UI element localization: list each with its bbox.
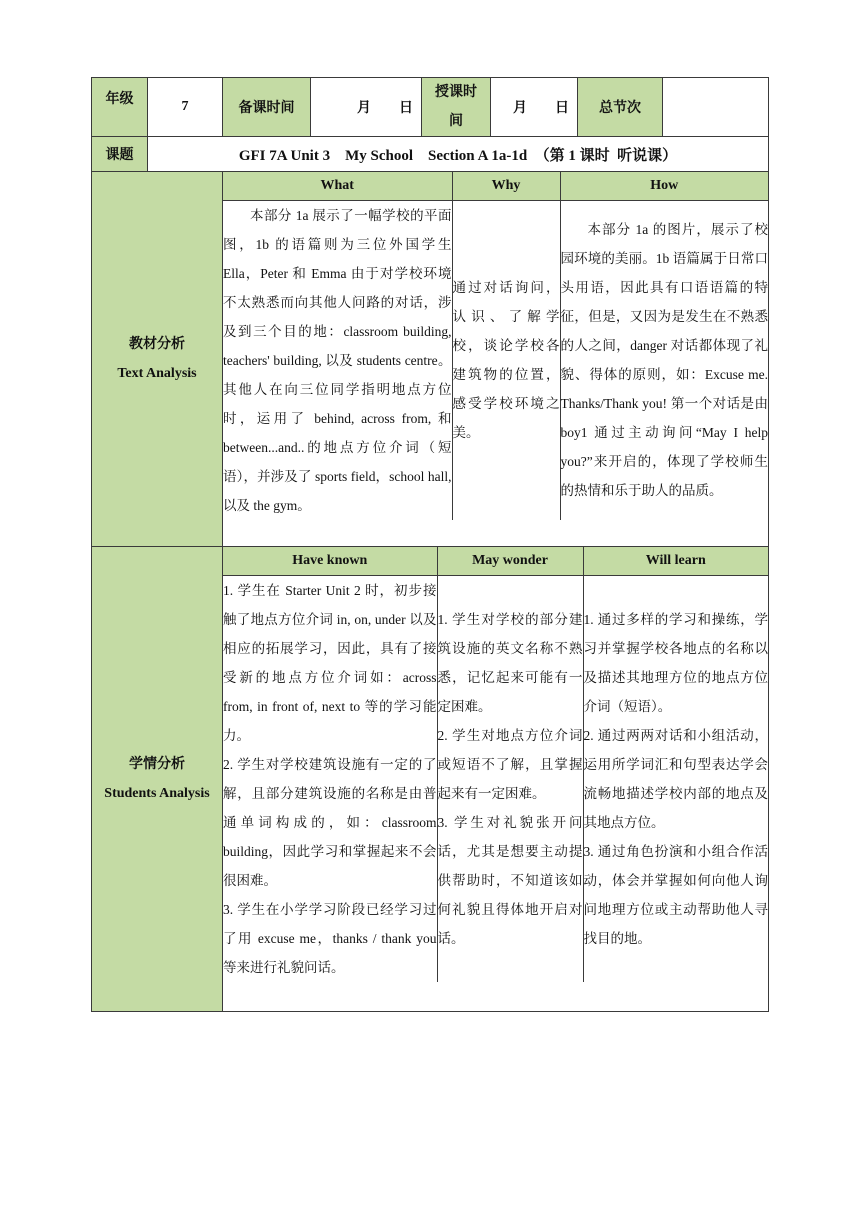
students-analysis-label <box>92 547 223 1012</box>
list-item: 1. 通过多样的学习和操练，学习并掌握学校各地点的名称以及描述其地理方位的地点方位介词（短语）。 <box>583 611 768 714</box>
grade-value: 7 <box>148 78 223 137</box>
list-item: 2. 通过两两对话和小组活动，运用所学词汇和句型表达学会流畅地描述学校内部的地点及其地点方位。 <box>583 727 768 830</box>
prep-time-label: 备课时间 <box>223 78 311 137</box>
teach-time-value: 月 日 <box>491 78 578 137</box>
students-analysis-label-cn: 学情分析 <box>129 757 185 772</box>
students-analysis-row <box>92 547 769 1012</box>
topic-value: GFI 7A Unit 3 My School Section A 1a-1d （第 1 课时 听说课） <box>148 137 769 172</box>
students-analysis-label-en: Students Analysis <box>104 786 210 801</box>
total-sessions-label: 总节次 <box>578 78 663 137</box>
lesson-plan-table <box>91 77 769 1012</box>
text-analysis-label-cn: 教材分析 <box>129 337 185 352</box>
what-text: 本部分 1a 展示了一幅学校的平面图，1b 的语篇则为三位外国学生 Ella，Peter 和 Emma 由于对学校环境不太熟悉而向其他人问路的对话，涉及到三个目的地：classroom building, teachers' building, 以及 students centre。其他人在向三位同学指明地点方位时，运用了 behind, across from, 和 between...and..的地点方位介词（短语），并涉及了 sports field，school hall, 以及 the gym。 <box>223 200 452 520</box>
have-known-list <box>223 575 437 982</box>
list-item: 2. 学生对地点方位介词或短语不了解，且掌握起来有一定困难。 <box>437 727 583 801</box>
text-analysis-grid <box>223 172 768 520</box>
header-row <box>92 78 769 137</box>
column-header-will-learn: Will learn <box>583 547 768 575</box>
column-header-what: What <box>223 172 452 200</box>
text-analysis-content <box>223 172 769 547</box>
students-analysis-grid <box>223 547 768 982</box>
list-item: 3. 通过角色扮演和小组合作活动，体会并掌握如何向他人询问地理方位或主动帮助他人寻找目的地。 <box>583 843 768 946</box>
text-analysis-row <box>92 172 769 547</box>
teach-time-label: 授课时间 <box>422 78 491 137</box>
why-text: 通过对话询问，认识、了解学校，谈论学校各建筑物的位置，感受学校环境之美。 <box>452 200 560 520</box>
column-header-may-wonder: May wonder <box>437 547 583 575</box>
column-header-why: Why <box>452 172 560 200</box>
list-item: 1. 学生对学校的部分建筑设施的英文名称不熟悉，记忆起来可能有一定困难。 <box>437 611 583 714</box>
topic-row <box>92 137 769 172</box>
topic-label: 课题 <box>92 137 148 172</box>
students-analysis-content <box>223 547 769 1012</box>
will-learn-list <box>583 575 768 982</box>
text-analysis-label-en: Text Analysis <box>117 366 197 381</box>
column-header-have-known: Have known <box>223 547 437 575</box>
list-item: 1. 学生在 Starter Unit 2 时，初步接触了地点方位介词 in, on, under 以及相应的拓展学习，因此，具有了接受新的地点方位介词如：across from, in front of, next to 等的学习能力。 <box>223 582 437 743</box>
text-analysis-label <box>92 172 223 547</box>
total-sessions-value <box>663 78 769 137</box>
list-item: 3. 学生对礼貌张开问话，尤其是想要主动提供帮助时，不知道该如何礼貌且得体地开启对话。 <box>437 814 583 946</box>
column-header-how: How <box>560 172 768 200</box>
how-text: 本部分 1a 的图片，展示了校园环境的美丽。1b 语篇属于日常口头用语，因此具有口语语篇的特征，但是，又因为是发生在不熟悉的人之间，danger 对话都体现了礼貌、得体的原则，如：Excuse me. Thanks/Thank you! 第一个对话是由 boy1 通过主动询问“May I help you?”来开启的，体现了学校师生的热情和乐于助人的品质。 <box>560 200 768 520</box>
may-wonder-list <box>437 575 583 982</box>
list-item: 3. 学生在小学学习阶段已经学习过了用 excuse me，thanks / thank you 等来进行礼貌问话。 <box>223 901 437 975</box>
prep-time-value: 月 日 <box>311 78 422 137</box>
list-item: 2. 学生对学校建筑设施有一定的了解，且部分建筑设施的名称是由普通单词构成的，如：classroom building，因此学习和掌握起来不会很困难。 <box>223 756 437 888</box>
grade-label: 年级 <box>92 78 148 137</box>
